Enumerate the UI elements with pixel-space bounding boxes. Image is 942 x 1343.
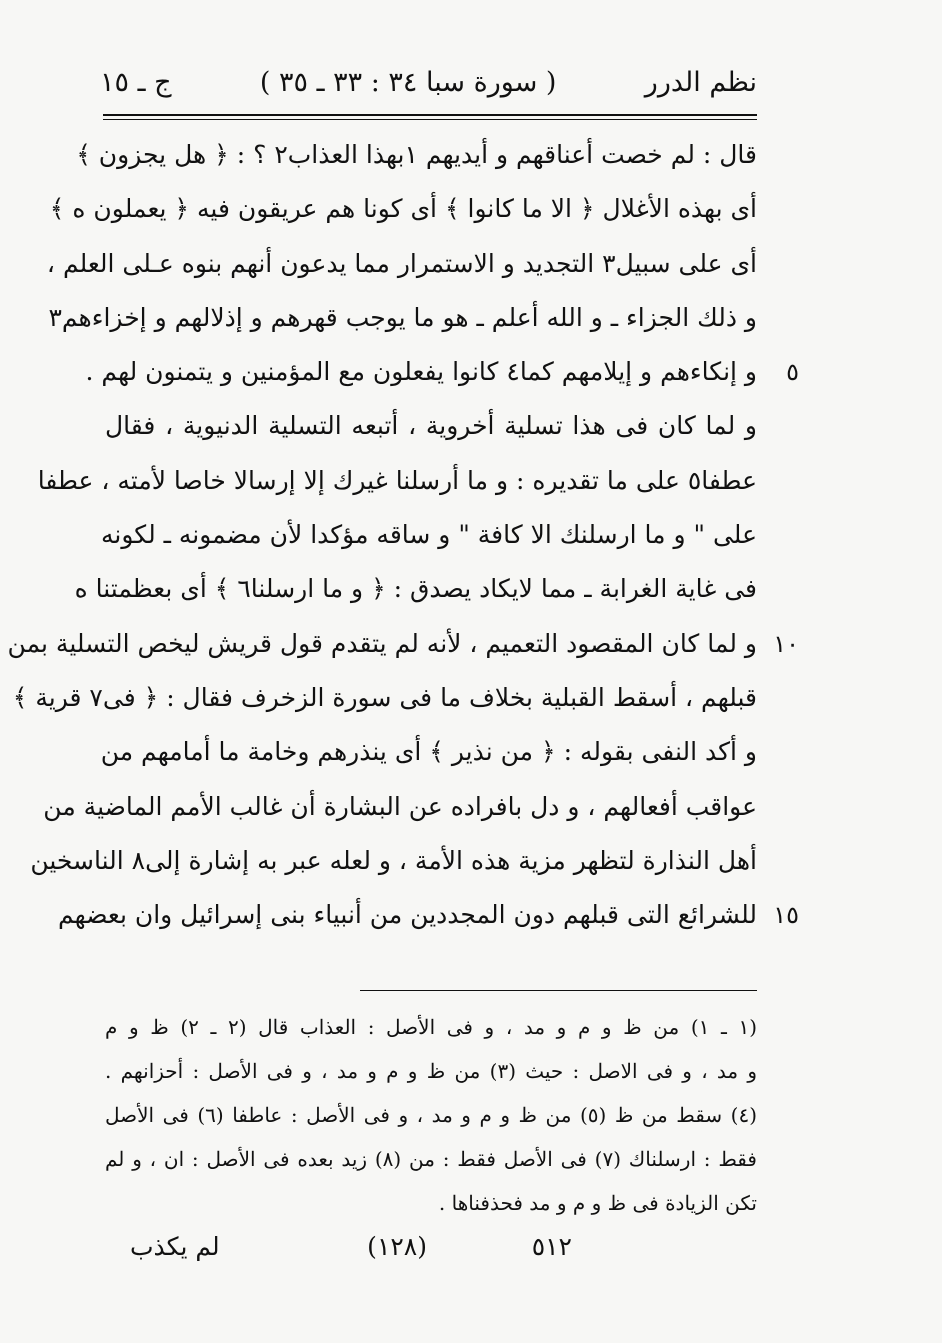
text-line: قال : لم خصت أعناقهم و أيديهم ١بهذا العذاب٢ ؟ : ﴿ هل يجزون ﴾ [76,140,757,169]
volume-number: ج ـ ١٥ [100,66,172,98]
page-number: ٥١٢ [531,1232,572,1261]
running-header [100,62,757,102]
footnotes [105,1005,757,1225]
text-line: أى بهذه الأغلال ﴿ الا ما كانوا ﴾ أى كونا هم عريقون فيه ﴿ يعملون ه ﴾ [49,194,757,224]
text-line: ١٥ للشرائع التى قبلهم دون المجددين من أنبياء بنى إسرائيل وان بعضهم [105,888,757,942]
line-number: ١٠ [773,629,799,658]
header-rule-thin [103,119,757,120]
text-line: ٥ و إنكاءهم و إيلامهم كما٤ كانوا يفعلون مع المؤمنين و يتمنون لهم . [105,345,757,399]
catchword: لم يكذب [130,1232,220,1261]
footnote-line: (١ ـ ١) من ظ و م و مد ، و فى الأصل : العذاب قال (٢ ـ ٢) ظ و م [105,1015,757,1039]
text-line: ١٠ و لما كان المقصود التعميم ، لأنه لم يتقدم قول قريش ليخص التسلية بمن [105,617,757,671]
text-line: قبلهم ، أسقط القبلية بخلاف ما فى سورة الزخرف فقال : ﴿ فى٧ قرية ﴾ [12,682,757,712]
header-rule [103,114,757,116]
text-line: على " و ما ارسلنك الا كافة " و ساقه مؤكدا لأن مضمونه ـ لكونه [100,520,757,550]
footnote-line: (٤) سقط من ظ (٥) من ظ و م و مد ، و فى الأصل : عاطفا (٦) فى الأصل [105,1103,758,1127]
footnote-line: فقط : ارسلناك (٧) فى الأصل فقط : من (٨) زيد بعده فى الأصل : ان ، و لم [105,1147,757,1171]
line-number: ٥ [786,358,799,387]
surah-reference: ( سورة سبا ٣٤ : ٣٣ ـ ٣٥ ) [259,66,557,98]
text-line: عطفا٥ على ما تقديره : و ما أرسلنا غيرك إلا إرسالا خاصا لأمته ، عطفا [37,465,757,495]
text-line: أى على سبيل٣ التجديد و الاستمرار مما يدعون أنهم بنوه عـلى العلم ، [46,248,757,278]
footnote-line: و مد ، و فى الاصل : حيث (٣) من ظ و م و مد ، و فى الأصل : أحزانهم . [105,1059,758,1083]
text-line: فى غاية الغرابة ـ مما لايكاد يصدق : ﴿ و ما ارسلنا٦ ﴾ أى بعظمتنا ه [74,574,757,604]
text-line: عواقب أفعالهم ، و دل بافراده عن البشارة أن غالب الأمم الماضية من [43,791,757,821]
main-text [7,128,799,942]
text-line: و ذلك الجزاء ـ و الله أعلم ـ هو ما يوجب قهرهم و إذلالهم و إخزاءهم٣ [48,302,757,332]
text-line: و لما كان فى هذا تسلية أخروية ، أتبعه التسلية الدنيوية ، فقال [105,411,757,441]
footnote-line: تكن الزيادة فى ظ و م و مد فحذفناها . [438,1191,757,1215]
footnote-rule [360,990,757,991]
text-line: و أكد النفى بقوله : ﴿ من نذير ﴾ أى ينذرهم وخامة ما أمامهم من [100,737,757,767]
book-title: نظم الدرر [644,66,757,98]
line-number: ١٥ [773,901,799,930]
sheet-number: (١٢٨) [367,1232,427,1261]
text-line: أهل النذارة لتظهر مزية هذه الأمة ، و لعله عبر به إشارة إلى٨ الناسخين [30,845,757,875]
page-footer [130,1232,757,1272]
